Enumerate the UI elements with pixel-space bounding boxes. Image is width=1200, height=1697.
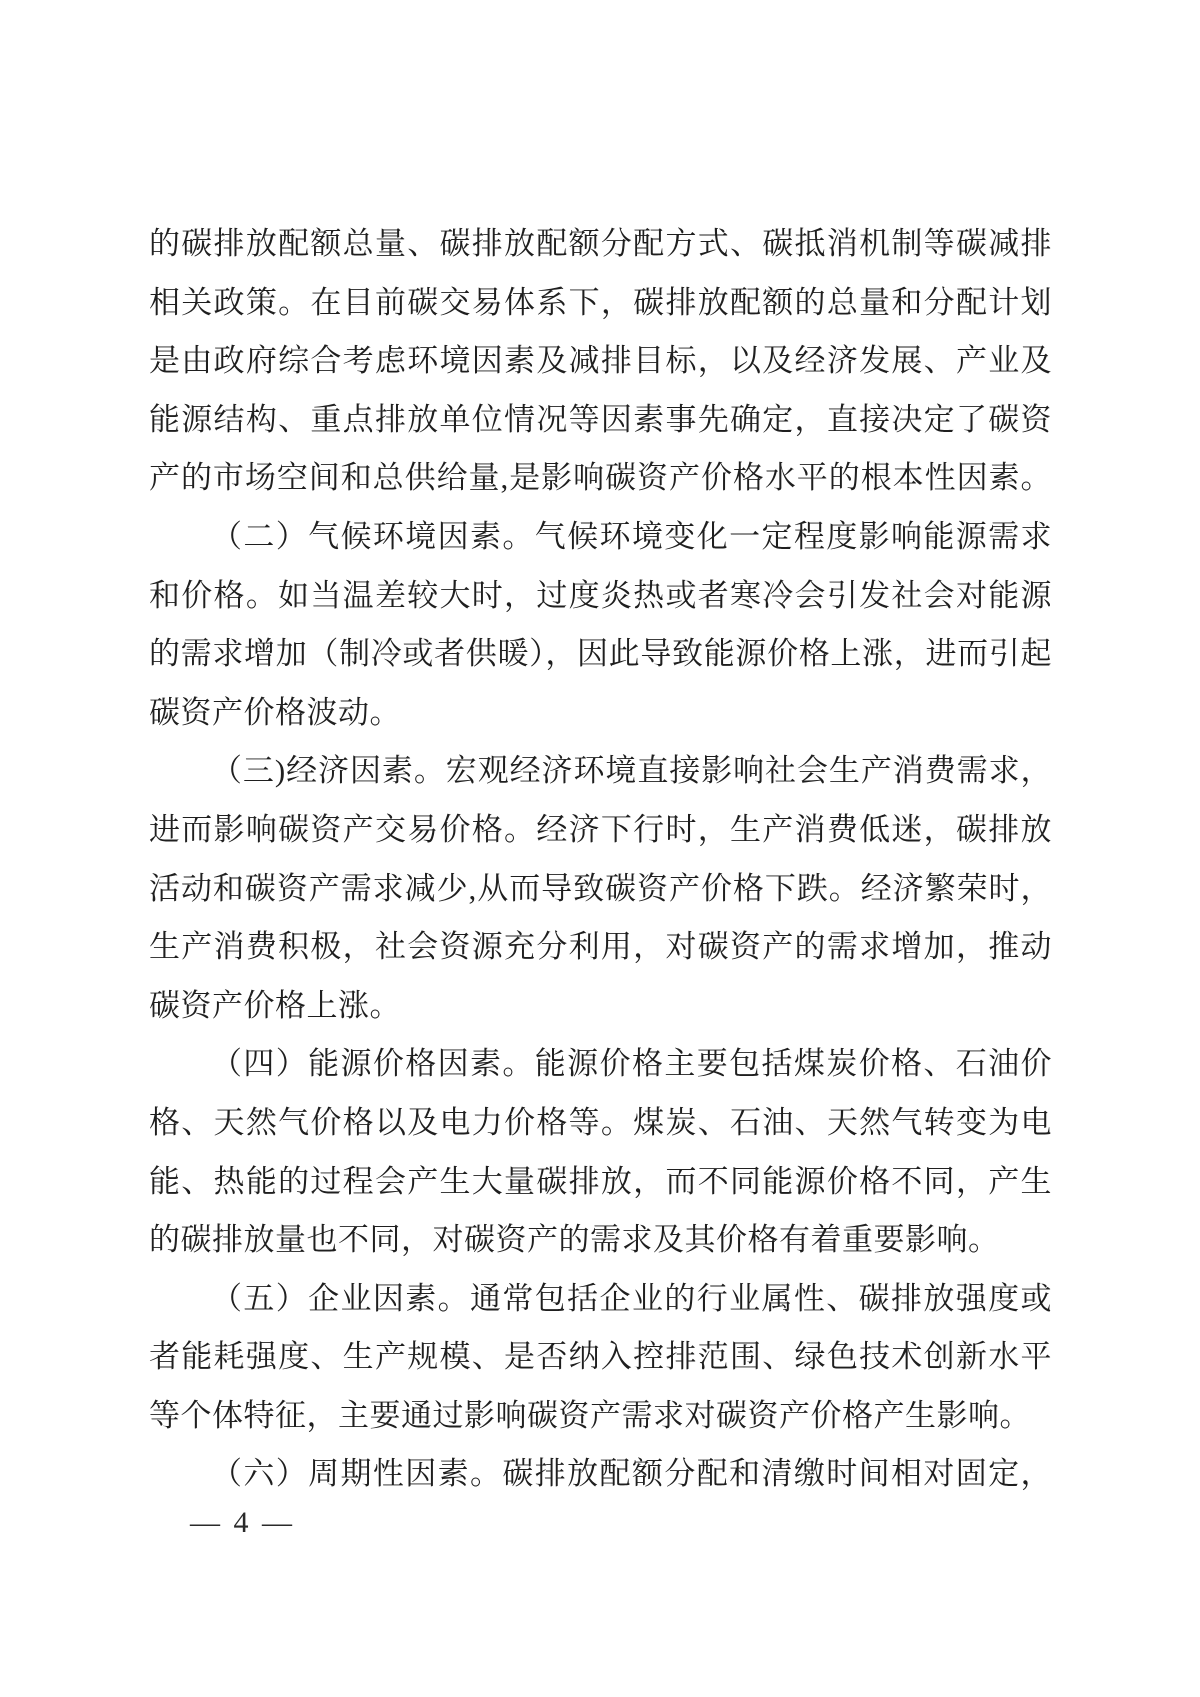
- text-line: 产的市场空间和总供给量,是影响碳资产价格水平的根本性因素。: [149, 460, 1052, 496]
- text-line: 碳资产价格波动。: [149, 694, 401, 730]
- text-line: 的需求增加（制冷或者供暖），因此导致能源价格上涨，进而引起: [149, 636, 1052, 672]
- text-line: （四）能源价格因素。能源价格主要包括煤炭价格、石油价: [211, 1046, 1052, 1082]
- text-line: 碳资产价格上涨。: [149, 987, 401, 1023]
- text-line: 活动和碳资产需求减少,从而导致碳资产价格下跌。经济繁荣时，: [149, 870, 1052, 906]
- text-line: 者能耗强度、生产规模、是否纳入控排范围、绿色技术创新水平: [149, 1339, 1052, 1375]
- page-number: — 4 —: [190, 1506, 295, 1539]
- text-line: 的碳排放量也不同，对碳资产的需求及其价格有着重要影响。: [149, 1222, 1000, 1258]
- text-line: 的碳排放配额总量、碳排放配额分配方式、碳抵消机制等碳减排: [149, 226, 1052, 261]
- text-line: 格、天然气价格以及电力价格等。煤炭、石油、天然气转变为电: [149, 1104, 1052, 1140]
- text-line: 进而影响碳资产交易价格。经济下行时，生产消费低迷，碳排放: [149, 811, 1052, 847]
- text-line: （六）周期性因素。碳排放配额分配和清缴时间相对固定，: [211, 1456, 1052, 1492]
- text-line: （三)经济因素。宏观经济环境直接影响社会生产消费需求，: [211, 753, 1052, 789]
- text-line: 等个体特征，主要通过影响碳资产需求对碳资产价格产生影响。: [149, 1397, 1031, 1433]
- text-line: （二）气候环境因素。气候环境变化一定程度影响能源需求: [211, 518, 1052, 554]
- text-line: 和价格。如当温差较大时，过度炎热或者寒冷会引发社会对能源: [149, 577, 1052, 613]
- text-line: 能、热能的过程会产生大量碳排放，而不同能源价格不同，产生: [149, 1163, 1052, 1199]
- text-line: 生产消费积极，社会资源充分利用，对碳资产的需求增加，推动: [149, 929, 1052, 965]
- document-body: [149, 215, 1052, 1504]
- text-line: 能源结构、重点排放单位情况等因素事先确定，直接决定了碳资: [149, 401, 1052, 437]
- text-line: （五）企业因素。通常包括企业的行业属性、碳排放强度或: [211, 1280, 1052, 1316]
- text-line: 相关政策。在目前碳交易体系下，碳排放配额的总量和分配计划: [149, 284, 1052, 320]
- text-line: 是由政府综合考虑环境因素及减排目标，以及经济发展、产业及: [149, 343, 1052, 379]
